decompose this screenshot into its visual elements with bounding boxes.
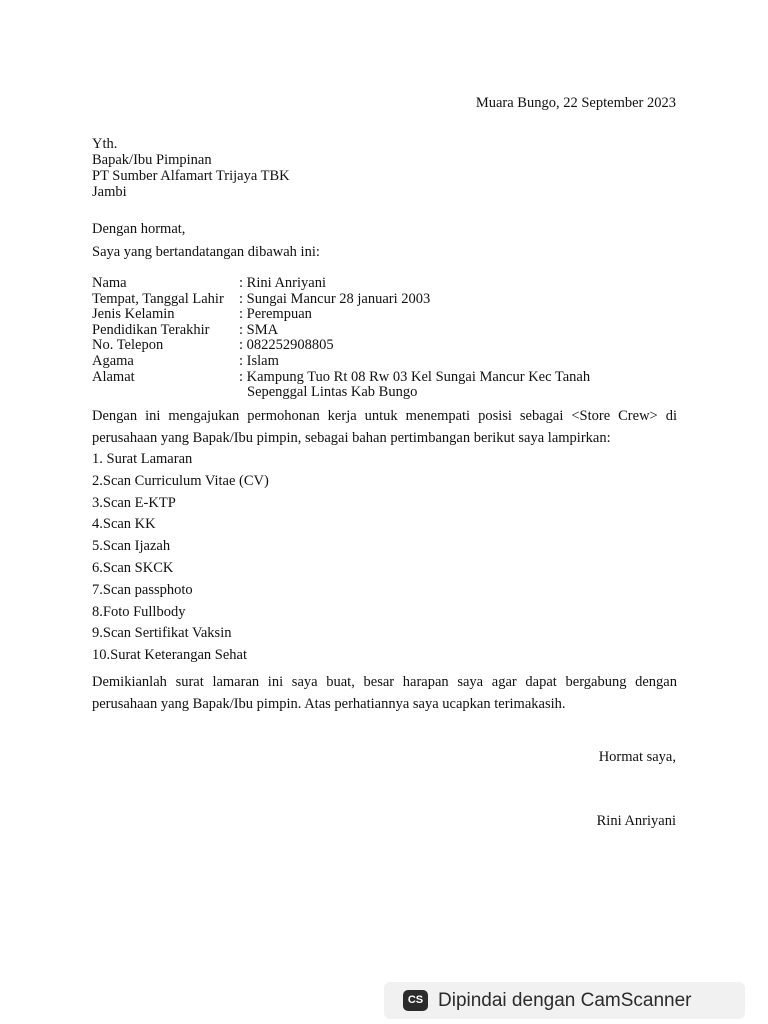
recipient-line: Jambi: [92, 184, 127, 200]
closing-salutation: Hormat saya,: [598, 749, 676, 765]
data-row-continuation: [92, 385, 590, 401]
watermark-text: Dipindai dengan CamScanner: [438, 989, 692, 1011]
recipient-line: Bapak/Ibu Pimpinan: [92, 152, 212, 168]
list-item: 2.Scan Curriculum Vitae (CV): [92, 472, 269, 489]
field-label: Alamat: [92, 368, 135, 385]
signer-name: Rini Anriyani: [596, 813, 676, 829]
intro-line: Saya yang bertandatangan dibawah ini:: [92, 244, 320, 260]
list-item: 8.Foto Fullbody: [92, 603, 186, 620]
data-row: [92, 354, 590, 370]
recipient-block: [92, 136, 290, 200]
attachment-list: [92, 449, 269, 667]
field-value: : 082252908805: [239, 337, 334, 354]
data-row: [92, 292, 590, 308]
field-label: Agama: [92, 352, 134, 369]
letter-date: Muara Bungo, 22 September 2023: [475, 95, 676, 111]
field-value: : Perempuan: [239, 306, 312, 323]
recipient-line: Yth.: [92, 136, 118, 152]
field-label: Jenis Kelamin: [92, 306, 175, 323]
field-value: : Kampung Tuo Rt 08 Rw 03 Kel Sungai Mancur Kec Tanah: [239, 368, 591, 385]
list-item: 1. Surat Lamaran: [92, 451, 193, 467]
recipient-line: PT Sumber Alfamart Trijaya TBK: [92, 168, 290, 184]
field-value: : Islam: [239, 352, 279, 369]
applicant-data: [92, 276, 590, 401]
data-row: [92, 370, 590, 386]
application-paragraph: Dengan ini mengajukan permohonan kerja untuk menempati posisi sebagai <Store Crew> di perusahaan yang Bapak/Ibu pimpin, sebagai bahan pertimbangan berikut saya lampirkan:: [92, 408, 677, 446]
field-label: [92, 385, 239, 401]
list-item: 6.Scan SKCK: [92, 559, 174, 576]
field-value: : Rini Anriyani: [239, 275, 326, 291]
greeting: Dengan hormat,: [92, 221, 186, 237]
list-item: 3.Scan E-KTP: [92, 494, 176, 511]
list-item: 10.Surat Keterangan Sehat: [92, 647, 248, 664]
field-label: Pendidikan Terakhir: [92, 321, 210, 338]
list-item: 7.Scan passphoto: [92, 581, 193, 598]
data-row: [92, 307, 590, 323]
field-label: No. Telepon: [92, 337, 164, 354]
camscanner-logo-icon: CS: [403, 990, 428, 1011]
field-value: : Sungai Mancur 28 januari 2003: [239, 290, 431, 307]
list-item: 9.Scan Sertifikat Vaksin: [92, 625, 232, 642]
data-row: [92, 323, 590, 339]
field-value: Sepenggal Lintas Kab Bungo: [247, 384, 418, 401]
closing-paragraph: Demikianlah surat lamaran ini saya buat, besar harapan saya agar dapat bergabung dengan perusahaan yang Bapak/Ibu pimpin. Atas perhatiannya saya ucapkan terimakasih.: [92, 674, 677, 712]
field-value: : SMA: [239, 321, 279, 338]
field-label: Nama: [92, 275, 127, 291]
camscanner-watermark: [384, 982, 745, 1019]
list-item: 4.Scan KK: [92, 516, 156, 533]
list-item: 5.Scan Ijazah: [92, 538, 171, 555]
field-label: Tempat, Tanggal Lahir: [92, 290, 224, 307]
data-row: [92, 338, 590, 354]
data-row: [92, 276, 590, 292]
